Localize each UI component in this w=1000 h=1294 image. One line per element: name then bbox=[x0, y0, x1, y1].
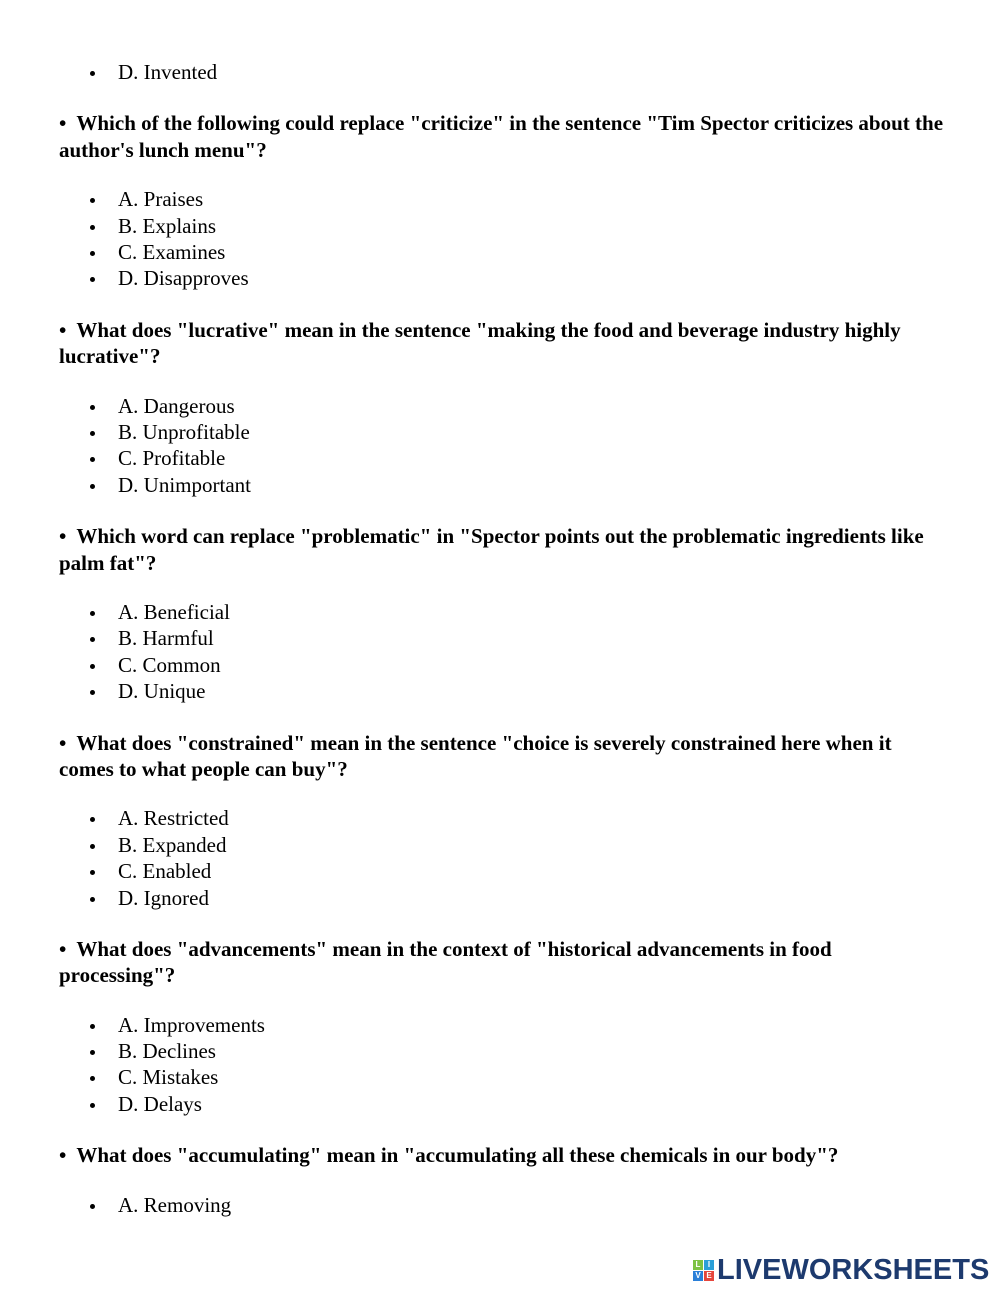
option-label: A. Praises bbox=[118, 187, 204, 212]
bullet-icon: • bbox=[59, 317, 67, 342]
option-item[interactable] bbox=[59, 652, 949, 678]
question-text: Which word can replace "problematic" in "Spector points out the problematic ingredients like palm fat"? bbox=[59, 524, 924, 575]
bullet-icon bbox=[90, 611, 95, 616]
bullet-icon bbox=[90, 897, 95, 902]
option-item[interactable] bbox=[59, 239, 949, 265]
option-item[interactable] bbox=[59, 832, 949, 858]
option-label: B. Unprofitable bbox=[118, 419, 250, 444]
option-label: B. Expanded bbox=[118, 832, 227, 857]
question-text: What does "constrained" mean in the sentence "choice is severely constrained here when it comes to what people can buy"? bbox=[59, 730, 892, 781]
bullet-icon bbox=[90, 817, 95, 822]
bullet-icon bbox=[90, 870, 95, 875]
bullet-icon bbox=[90, 484, 95, 489]
option-label: C. Profitable bbox=[118, 446, 226, 471]
option-item[interactable] bbox=[59, 1192, 949, 1218]
logo-tile: E bbox=[704, 1271, 714, 1281]
question-text: What does "accumulating" mean in "accumulating all these chemicals in our body"? bbox=[76, 1143, 839, 1168]
bullet-icon bbox=[90, 844, 95, 849]
bullet-icon bbox=[90, 1050, 95, 1055]
bullet-icon bbox=[90, 251, 95, 256]
option-item[interactable] bbox=[59, 59, 949, 85]
option-item[interactable] bbox=[59, 213, 949, 239]
option-item[interactable] bbox=[59, 1012, 949, 1038]
option-item[interactable] bbox=[59, 885, 949, 911]
option-item[interactable] bbox=[59, 858, 949, 884]
option-label: C. Common bbox=[118, 652, 221, 677]
option-item[interactable] bbox=[59, 1064, 949, 1090]
question-text: Which of the following could replace "criticize" in the sentence "Tim Spector criticizes about the author's lunch menu"? bbox=[59, 111, 944, 162]
option-label: D. Unimportant bbox=[118, 472, 251, 497]
logo-tile: V bbox=[693, 1271, 703, 1281]
logo-tile: L bbox=[693, 1260, 703, 1270]
option-item[interactable] bbox=[59, 265, 949, 291]
bullet-icon: • bbox=[59, 524, 67, 549]
bullet-icon bbox=[90, 405, 95, 410]
option-label: D. Delays bbox=[118, 1091, 202, 1116]
option-label: B. Explains bbox=[118, 213, 216, 238]
question bbox=[59, 730, 949, 783]
liveworksheets-logo bbox=[693, 1254, 990, 1286]
option-label: D. Ignored bbox=[118, 885, 209, 910]
bullet-icon: • bbox=[59, 730, 67, 755]
question bbox=[59, 523, 949, 576]
option-item[interactable] bbox=[59, 472, 949, 498]
bullet-icon bbox=[90, 277, 95, 282]
bullet-icon bbox=[90, 690, 95, 695]
bullet-icon bbox=[90, 71, 95, 76]
option-list bbox=[59, 393, 949, 499]
option-list bbox=[59, 59, 949, 85]
option-item[interactable] bbox=[59, 805, 949, 831]
bullet-icon bbox=[90, 431, 95, 436]
option-label: A. Restricted bbox=[118, 806, 229, 831]
option-label: B. Declines bbox=[118, 1039, 216, 1064]
logo-text: LIVEWORKSHEETS bbox=[717, 1254, 990, 1286]
bullet-icon bbox=[90, 198, 95, 203]
option-label: A. Beneficial bbox=[118, 599, 230, 624]
option-label: A. Improvements bbox=[118, 1012, 265, 1037]
bullet-icon bbox=[90, 1076, 95, 1081]
option-label: C. Enabled bbox=[118, 859, 212, 884]
option-label: C. Mistakes bbox=[118, 1065, 219, 1090]
bullet-icon bbox=[90, 225, 95, 230]
option-item[interactable] bbox=[59, 678, 949, 704]
option-label: A. Dangerous bbox=[118, 393, 235, 418]
question bbox=[59, 110, 949, 163]
bullet-icon bbox=[90, 1024, 95, 1029]
bullet-icon bbox=[90, 664, 95, 669]
bullet-icon bbox=[90, 637, 95, 642]
bullet-icon: • bbox=[59, 936, 67, 961]
bullet-icon bbox=[90, 1103, 95, 1108]
option-item[interactable] bbox=[59, 186, 949, 212]
question-text: What does "advancements" mean in the context of "historical advancements in food processing"? bbox=[59, 936, 832, 988]
option-list bbox=[59, 805, 949, 911]
bullet-icon: • bbox=[59, 111, 67, 136]
option-item[interactable] bbox=[59, 599, 949, 625]
option-item[interactable] bbox=[59, 625, 949, 651]
option-list bbox=[59, 186, 949, 292]
option-list bbox=[59, 599, 949, 705]
option-label: A. Removing bbox=[118, 1192, 232, 1217]
question-text: What does "lucrative" mean in the sentence "making the food and beverage industry highly lucrative"? bbox=[59, 317, 901, 369]
question bbox=[59, 936, 949, 989]
logo-tile: I bbox=[704, 1260, 714, 1270]
option-label: D. Unique bbox=[118, 679, 206, 704]
option-list bbox=[59, 1012, 949, 1118]
logo-tiles-icon bbox=[693, 1260, 714, 1281]
option-item[interactable] bbox=[59, 445, 949, 471]
option-item[interactable] bbox=[59, 419, 949, 445]
option-label: D. Disapproves bbox=[118, 266, 249, 291]
option-label: B. Harmful bbox=[118, 626, 214, 651]
option-label: D. Invented bbox=[118, 60, 218, 84]
bullet-icon: • bbox=[59, 1143, 67, 1168]
option-list bbox=[59, 1192, 949, 1218]
option-item[interactable] bbox=[59, 1038, 949, 1064]
bullet-icon bbox=[90, 1204, 95, 1209]
option-item[interactable] bbox=[59, 393, 949, 419]
question bbox=[59, 317, 949, 370]
option-item[interactable] bbox=[59, 1091, 949, 1117]
worksheet-content bbox=[59, 59, 949, 1218]
question bbox=[59, 1142, 949, 1168]
bullet-icon bbox=[90, 457, 95, 462]
option-label: C. Examines bbox=[118, 239, 226, 264]
